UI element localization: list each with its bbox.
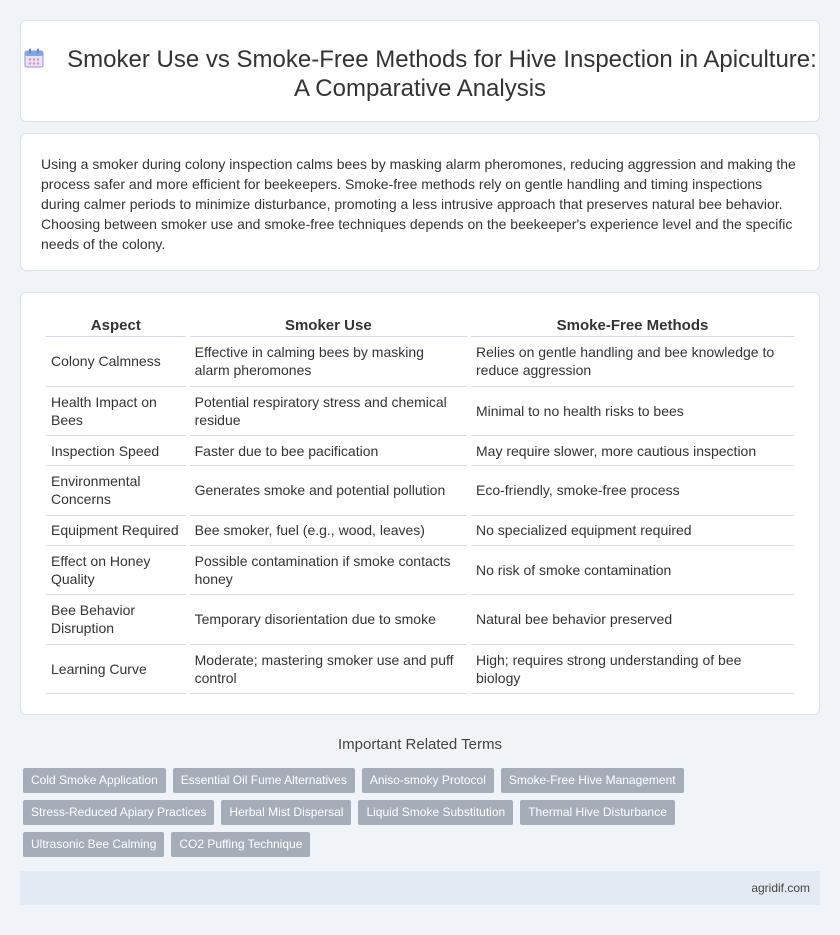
header-smoke-free: Smoke-Free Methods xyxy=(471,313,794,337)
table-row xyxy=(46,436,794,466)
related-terms-heading: Important Related Terms xyxy=(338,736,502,753)
smoker-cell: Possible contamination if smoke contacts honey xyxy=(190,546,467,596)
aspect-cell: Equipment Required xyxy=(46,516,186,546)
footer-site-link[interactable]: agridif.com xyxy=(751,881,810,895)
smoke-free-cell: No risk of smoke contamination xyxy=(471,546,794,596)
title-card xyxy=(20,20,820,122)
title-text: Smoker Use vs Smoke-Free Methods for Hive Inspection in Apiculture: A Comparative Analysis xyxy=(67,46,817,102)
related-term-tag[interactable]: Stress-Reduced Apiary Practices xyxy=(23,800,214,825)
related-term-tag[interactable]: Cold Smoke Application xyxy=(23,768,166,793)
table-row xyxy=(46,337,794,387)
intro-paragraph: Using a smoker during colony inspection calms bees by masking alarm pheromones, reducing aggression and making the process safer and more efficient for beekeepers. Smoke-free methods rely on gentle handling and timing inspections during calmer periods to minimize disturbance, promoting a less intrusive approach that preserves natural bee behavior. Choosing between smoker use and smoke-free techniques depends on the beekeeper's experience level and the specific needs of the colony. xyxy=(41,156,796,252)
related-term-tag[interactable]: CO2 Puffing Technique xyxy=(171,832,310,857)
calendar-icon xyxy=(23,47,45,69)
aspect-cell: Colony Calmness xyxy=(46,337,186,387)
table-header-row xyxy=(46,313,794,337)
table-row xyxy=(46,466,794,516)
smoker-cell: Bee smoker, fuel (e.g., wood, leaves) xyxy=(190,516,467,546)
smoke-free-cell: Natural bee behavior preserved xyxy=(471,595,794,645)
aspect-cell: Effect on Honey Quality xyxy=(46,546,186,596)
table-row xyxy=(46,516,794,546)
smoker-cell: Moderate; mastering smoker use and puff control xyxy=(190,645,467,695)
smoke-free-cell: Relies on gentle handling and bee knowledge to reduce aggression xyxy=(471,337,794,387)
smoke-free-cell: No specialized equipment required xyxy=(471,516,794,546)
smoke-free-cell: High; requires strong understanding of bee biology xyxy=(471,645,794,695)
smoke-free-cell: Minimal to no health risks to bees xyxy=(471,387,794,437)
related-term-tag[interactable]: Thermal Hive Disturbance xyxy=(520,800,675,825)
header-aspect: Aspect xyxy=(46,313,186,337)
smoker-cell: Potential respiratory stress and chemical residue xyxy=(190,387,467,437)
aspect-cell: Bee Behavior Disruption xyxy=(46,595,186,645)
page-title xyxy=(21,45,819,103)
aspect-cell: Environmental Concerns xyxy=(46,466,186,516)
smoker-cell: Effective in calming bees by masking alarm pheromones xyxy=(190,337,467,387)
related-term-tag[interactable]: Ultrasonic Bee Calming xyxy=(23,832,164,857)
table-row xyxy=(46,387,794,437)
related-term-tag[interactable]: Herbal Mist Dispersal xyxy=(221,800,351,825)
related-term-tag[interactable]: Smoke-Free Hive Management xyxy=(501,768,684,793)
header-smoker-use: Smoker Use xyxy=(190,313,467,337)
related-term-tag[interactable]: Aniso-smoky Protocol xyxy=(362,768,494,793)
smoker-cell: Faster due to bee pacification xyxy=(190,436,467,466)
related-term-tag[interactable]: Liquid Smoke Substitution xyxy=(358,800,513,825)
aspect-cell: Learning Curve xyxy=(46,645,186,695)
related-term-tag[interactable]: Essential Oil Fume Alternatives xyxy=(173,768,355,793)
table-row xyxy=(46,595,794,645)
smoker-cell: Generates smoke and potential pollution xyxy=(190,466,467,516)
footer xyxy=(20,871,820,905)
aspect-cell: Inspection Speed xyxy=(46,436,186,466)
smoke-free-cell: May require slower, more cautious inspection xyxy=(471,436,794,466)
related-terms-list xyxy=(23,768,823,864)
comparison-card xyxy=(20,292,820,715)
aspect-cell: Health Impact on Bees xyxy=(46,387,186,437)
table-row xyxy=(46,546,794,596)
smoke-free-cell: Eco-friendly, smoke-free process xyxy=(471,466,794,516)
smoker-cell: Temporary disorientation due to smoke xyxy=(190,595,467,645)
comparison-table xyxy=(42,313,798,694)
table-row xyxy=(46,645,794,695)
intro-card xyxy=(20,133,820,271)
